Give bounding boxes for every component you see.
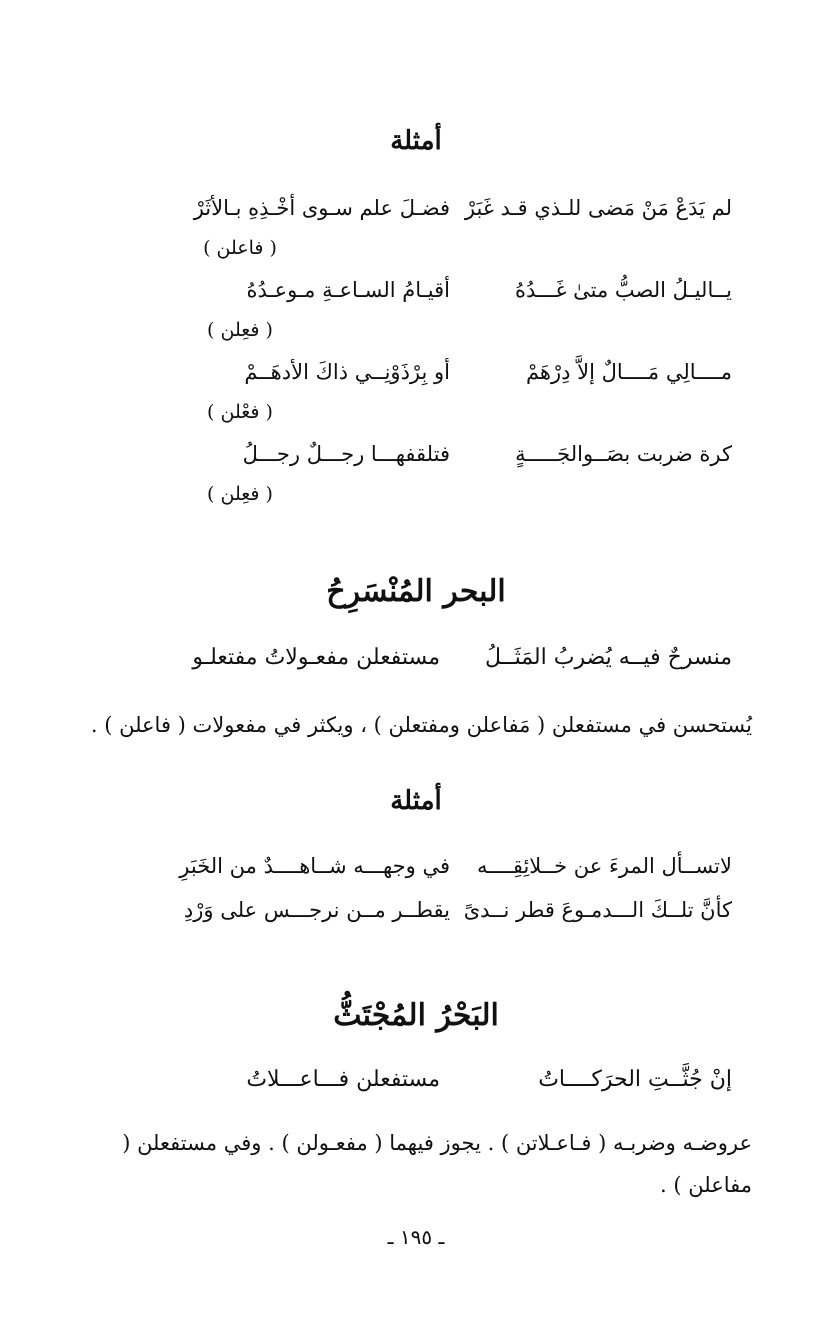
munsarih-note: يُستحسن في مستفعلن ( مَفاعلن ومفتعلن ) ، ويكثر في مفعولات ( فاعلن ) . (90, 713, 752, 737)
examples-heading-1: أمثلة (390, 126, 442, 156)
verse-2 (0, 272, 832, 308)
munsarih-heading: البحر المُنْسَرِحُ (326, 574, 506, 609)
verse-4-tafila: ( فعِلن ) (207, 483, 273, 505)
verse-6-second-hemistich: يقطــر مــن نرجـــس على وَرْدِ (183, 898, 450, 922)
verse-3 (0, 354, 832, 390)
mujtath-formula-second: مستفعلن فـــاعـــلاتُ (246, 1067, 440, 1092)
mujtath-formula (0, 1060, 832, 1100)
verse-4 (0, 436, 832, 472)
examples-heading-2: أمثلة (390, 786, 442, 816)
munsarih-formula-second: مستفعلن مفعـولاتُ مفتعلـو (192, 645, 440, 670)
verse-1-second-hemistich: فضـلَ علم سـوى أخْـذِهِ بـالأثَرْ (193, 196, 450, 220)
verse-4-first-hemistich: كرة ضربت بصَــوالجَـــــةٍ (515, 442, 732, 466)
verse-1-first-hemistich: لم يَدَعْ مَنْ مَضى للـذي قـد غَبَرْ (464, 196, 732, 220)
mujtath-heading: البَحْرُ المُجْتَثُّ (333, 998, 499, 1033)
verse-2-second-hemistich: أقيـامُ السـاعـةِ مـوعـدُهُ (246, 278, 450, 302)
page-number: ـ ١٩٥ ـ (387, 1225, 445, 1249)
munsarih-formula (0, 638, 832, 678)
verse-6-first-hemistich: كأنَّ تلــكَ الـــدمـوعَ قطر نــدىً (463, 898, 732, 922)
verse-5 (0, 848, 832, 884)
verse-4-second-hemistich: فتلقفهـــا رجـــلٌ رجـــلُ (242, 442, 450, 466)
munsarih-formula-first: منسرحٌ فيــه يُضربُ المَثَــلُ (485, 645, 732, 670)
verse-5-second-hemistich: في وجهـــه شــاهــــدٌ من الخَبَرِ (179, 854, 450, 878)
verse-2-tafila: ( فعِلن ) (207, 319, 273, 341)
verse-6 (0, 892, 832, 928)
verse-3-tafila: ( فعْلن ) (207, 401, 273, 423)
verse-3-first-hemistich: مــــالِي مَــــالٌ إلاَّ دِرْهَمْ (525, 360, 732, 384)
verse-5-first-hemistich: لاتســأل المرءَ عن خــلائِقِــــه (476, 854, 732, 878)
mujtath-formula-first: إنْ جُثَّــتِ الحرَكــــاتُ (538, 1067, 732, 1092)
verse-3-second-hemistich: أو بِرْذَوْنِــي ذاكَ الأدهَــمْ (244, 360, 450, 384)
verse-1 (0, 190, 832, 226)
verse-2-first-hemistich: يــاليـلُ الصبُّ متىٰ غَـــدُهُ (515, 278, 732, 302)
verse-1-tafila: ( فاعلن ) (203, 237, 277, 259)
mujtath-note: عروضـه وضربـه ( فـاعـلاتن ) . يجوز فيهما ( مفعـولن ) . وفي مستفعلن ( مفاعلن ) . (122, 1131, 752, 1197)
